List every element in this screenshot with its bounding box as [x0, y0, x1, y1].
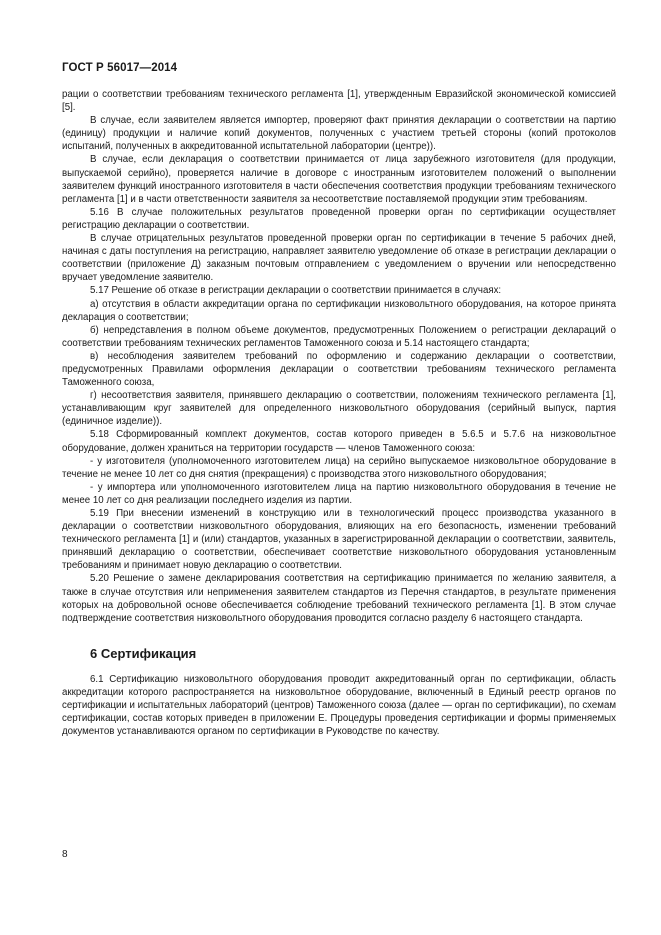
document-body — [62, 88, 616, 738]
page-number: 8 — [62, 849, 68, 860]
paragraph: 5.19 При внесении изменений в конструкцию или в технологический процесс производства указанного в декларации о соответствии низковольтного оборудования, влияющих на его безопасность, изменении требований технического регламента [1] и (или) стандартов, указанных в зарегистрированной декларации о соответствии, заявитель, принявший декларацию о соответствии, обеспечивает соответствие низковольтного оборудования установленным требованиям и принимает новую декларацию о соответствии. — [62, 508, 616, 572]
paragraph: В случае, если декларация о соответствии принимается от лица зарубежного изготовителя (для продукции, выпускаемой серийно), проверяется наличие в договоре с иностранным изготовителем положений о выполнении заявителем функций иностранного изготовителя в части обеспечения соответствия продукции требованиям технического регламента [1] и в части ответственности заявителя за несоответствие поставляемой продукции этим требованиям. — [62, 154, 616, 205]
list-item: - у изготовителя (уполномоченного изготовителем лица) на серийно выпускаемое низковольтное оборудование в течение не менее 10 лет со дня снятия (прекращения) с производства этого низковольтного оборудования; — [62, 455, 616, 480]
paragraph: 6.1 Сертификацию низковольтного оборудования проводит аккредитованный орган по сертификации, область аккредитации которого распространяется на низковольтное оборудование, включенный в Единый реестр органов по сертификации и испытательных лабораторий (центров) Таможенного союза (далее — орган по сертификации), по схемам сертификации, состав которых приведен в приложении Е. Процедуры проведения сертификации и формы применяемых документов устанавливаются органом по сертификации в Руководстве по качеству. — [62, 673, 616, 738]
paragraph: 5.18 Сформированный комплект документов, состав которого приведен в 5.6.5 и 5.7.6 на низковольтное оборудование, должен храниться на территории государств — членов Таможенного союза: — [62, 429, 616, 454]
list-item: б) непредставления в полном объеме документов, предусмотренных Положением о регистрации деклараций о соответствии требованиям технических регламентов Таможенного союза и 5.14 настоящего стандарта; — [62, 324, 616, 349]
paragraph: В случае, если заявителем является импортер, проверяют факт принятия декларации о соответствии на партию (единицу) продукции и наличие копий документов, полученных с участием третьей стороны (копий протоколов испытаний, полученных в аккредитованной испытательной лаборатории (центре)). — [62, 115, 616, 153]
paragraph: 5.16 В случае положительных результатов проведенной проверки орган по сертификации осуществляет регистрацию декларации о соответствии. — [62, 206, 616, 231]
list-item: г) несоответствия заявителя, принявшего декларацию о соответствии, положениям технического регламента [1], устанавливающим круг заявителей для определенного низковольтного оборудования (серийный выпуск, партия (единичное изделие)). — [62, 390, 616, 428]
paragraph: 5.20 Решение о замене декларирования соответствия на сертификацию принимается по желанию заявителя, а также в случае отсутствия или неприменения заявителем стандартов из Перечня стандартов, в результате применения которых на добровольной основе обеспечивается соблюдение требований технического регламента [1]. В этом случае подтверждение соответствия низковольтного оборудования проводится согласно разделу 6 настоящего стандарта. — [62, 573, 616, 624]
list-item: в) несоблюдения заявителем требований по оформлению и содержанию декларации о соответствии, предусмотренных Правилами оформления декларации о соответствии требованиям технического регламента Таможенного союза, — [62, 350, 616, 389]
section-heading: 6 Сертификация — [90, 645, 197, 661]
paragraph: рации о соответствии требованиям технического регламента [1], утвержденным Евразийской экономической комиссией [5]. — [62, 89, 616, 114]
paragraph: В случае отрицательных результатов проведенной проверки орган по сертификации в течение 5 рабочих дней, начиная с даты поступления на регистрацию, направляет заявителю уведомление об отказе в регистрации декларации о соответствии (приложение Д) заказным почтовым отправлением с уведомлением о вручении или непосредственно вручает уведомление заявителю. — [62, 233, 616, 284]
list-item: - у импортера или уполномоченного изготовителем лица на партию низковольтного оборудования в течение не менее 10 лет со дня реализации последнего изделия из партии. — [62, 481, 616, 506]
document-header-title: ГОСТ Р 56017—2014 — [62, 62, 178, 74]
paragraph: 5.17 Решение об отказе в регистрации декларации о соответствии принимается в случаях: — [90, 285, 502, 297]
list-item: а) отсутствия в области аккредитации органа по сертификации низковольтного оборудования, на которое принята декларация о соответствии; — [62, 298, 616, 323]
